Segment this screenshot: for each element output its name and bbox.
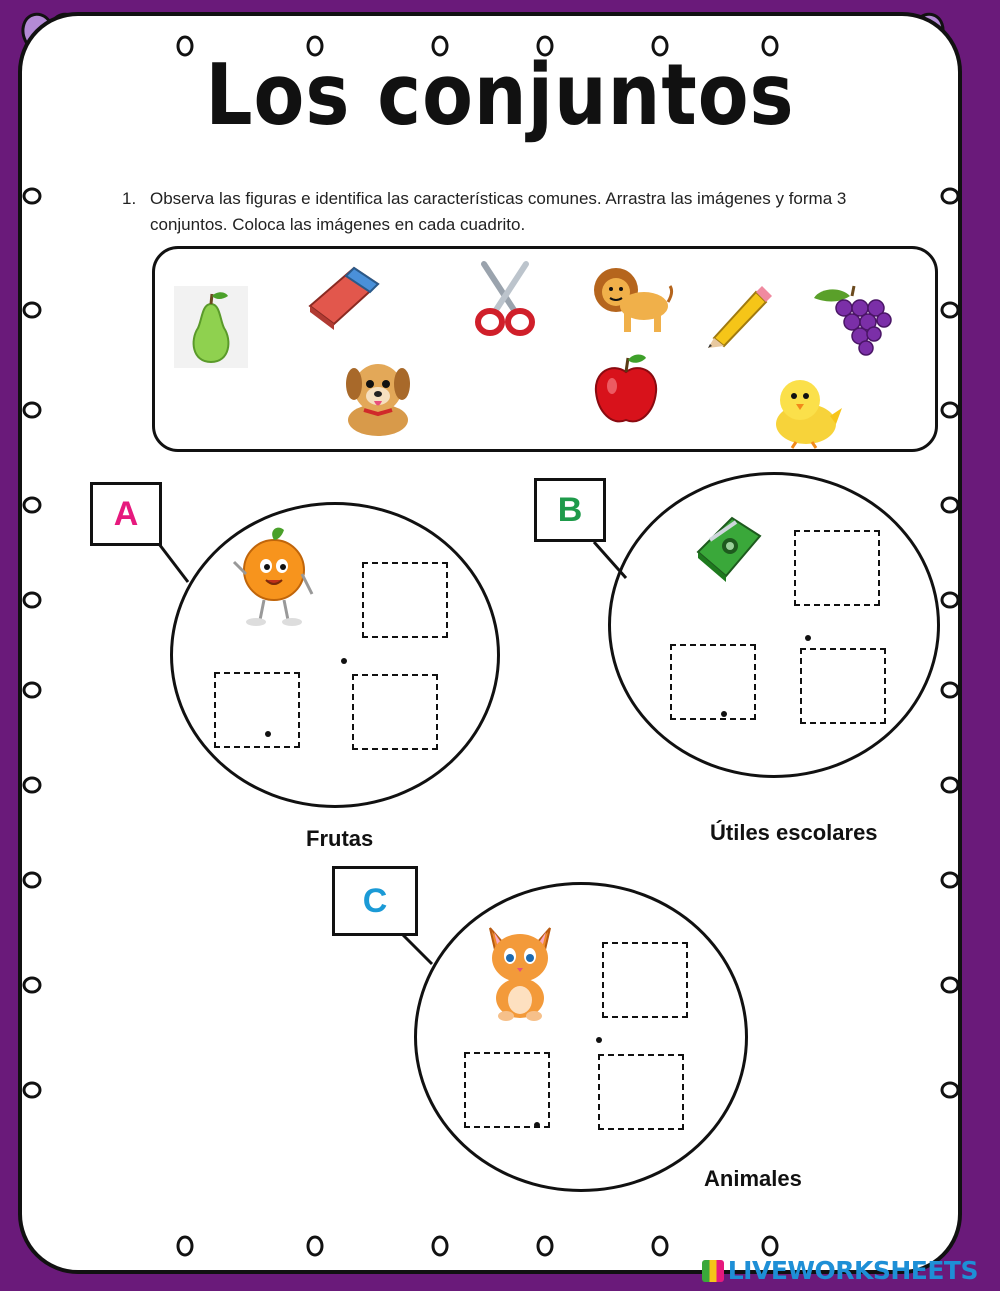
set-a-label: Frutas — [306, 826, 374, 851]
instruction — [122, 186, 862, 238]
set-a-drop-slot[interactable] — [352, 674, 438, 750]
watermark-text: LIVEWORKSHEETS — [727, 1256, 978, 1285]
set-a-circle — [170, 502, 500, 808]
instruction-number: 1. — [122, 189, 137, 208]
orange-icon[interactable] — [228, 524, 318, 628]
liveworksheets-logo-icon — [702, 1260, 724, 1282]
set-c-drop-slot[interactable] — [602, 942, 688, 1018]
eraser-icon[interactable] — [302, 258, 384, 334]
set-b-circle — [608, 472, 940, 778]
set-b-drop-slot[interactable] — [794, 530, 880, 606]
scissors-icon[interactable] — [470, 260, 540, 338]
cat-icon[interactable] — [478, 914, 562, 1024]
set-b-drop-slot[interactable] — [800, 648, 886, 724]
set-a-drop-slot[interactable] — [362, 562, 448, 638]
set-c-label: Animales — [704, 1166, 802, 1191]
set-b-drop-slot[interactable] — [670, 644, 756, 720]
set-a-letter-text: A — [113, 494, 139, 533]
marker-dot — [265, 731, 271, 737]
marker-dot — [534, 1122, 540, 1128]
lion-icon[interactable] — [588, 262, 674, 336]
set-c-letter-text: C — [362, 881, 388, 920]
marker-dot — [721, 711, 727, 717]
marker-dot — [341, 658, 347, 664]
marker-dot — [805, 635, 811, 641]
instruction-text: Observa las figuras e identifica las características comunes. Arrastra las imágenes y forma 3 conjuntos. Coloca las imágenes en cada cuadrito. — [150, 189, 847, 234]
watermark — [702, 1256, 978, 1285]
marker-dot — [596, 1037, 602, 1043]
set-a-drop-slot[interactable] — [214, 672, 300, 748]
chick-icon[interactable] — [762, 372, 846, 450]
set-c-letter — [332, 866, 418, 936]
set-c-circle — [414, 882, 748, 1192]
pear-icon[interactable] — [172, 284, 250, 370]
set-a-letter — [90, 482, 162, 546]
page-title: Los conjuntos — [205, 45, 795, 145]
set-c-drop-slot[interactable] — [598, 1054, 684, 1130]
grapes-icon[interactable] — [810, 282, 896, 362]
sharpener-icon[interactable] — [692, 512, 764, 584]
set-b-letter — [534, 478, 606, 542]
pencil-icon[interactable] — [704, 282, 774, 348]
dog-icon[interactable] — [334, 354, 422, 438]
set-b-letter-text: B — [557, 490, 583, 529]
set-c-drop-slot[interactable] — [464, 1052, 550, 1128]
apple-icon[interactable] — [588, 350, 664, 428]
set-b-pointer — [588, 536, 632, 584]
set-b-label: Útiles escolares — [710, 820, 878, 845]
